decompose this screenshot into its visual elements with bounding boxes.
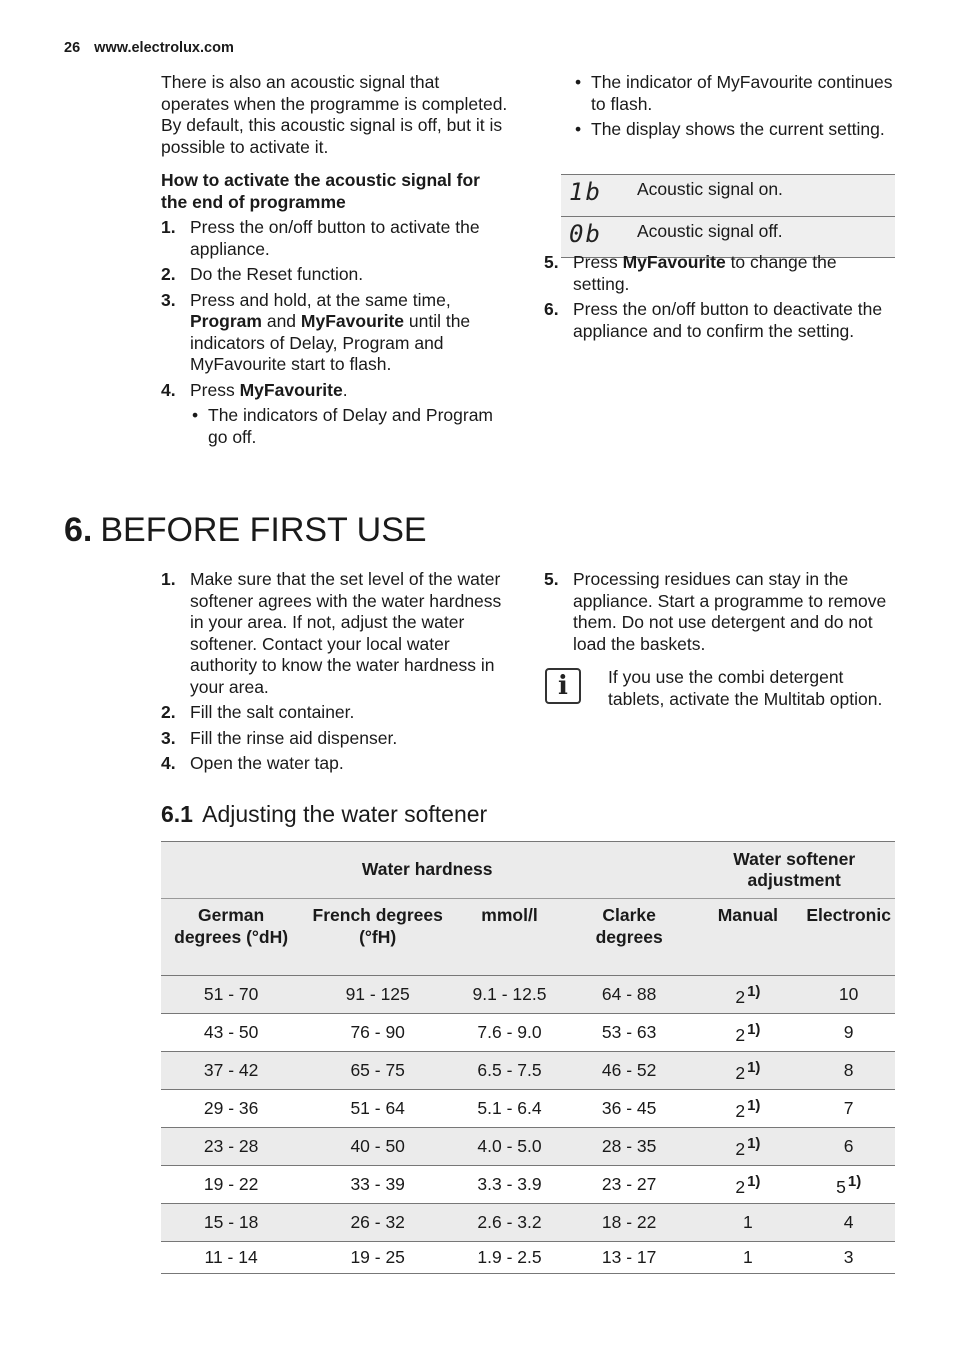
table-cell: 9.1 - 12.5 [454,976,565,1014]
table-cell: 46 - 52 [565,1052,694,1090]
table-cell: 4.0 - 5.0 [454,1128,565,1166]
table-cell: 29 - 36 [161,1090,301,1128]
table-row [161,1052,895,1090]
step-item: 2. Do the Reset function. [161,264,364,284]
table-cell: 43 - 50 [161,1014,301,1052]
table-row [161,1128,895,1166]
table-cell: 15 - 18 [161,1204,301,1242]
display-text: Acoustic signal on. [631,175,895,217]
section-title: 6. BEFORE FIRST USE [64,511,427,549]
display-codes-table [561,174,895,258]
table-cell: 9 [802,1014,895,1052]
table-cell: 2 $^{1)}$ [693,976,802,1014]
table-cell: 10 [802,976,895,1014]
table-cell: 37 - 42 [161,1052,301,1090]
table-row [161,976,895,1014]
table-cell: 2 $^{1)}$ [693,1166,802,1204]
table-cell: 7.6 - 9.0 [454,1014,565,1052]
info-icon: i [545,668,581,704]
display-row [561,175,895,217]
table-cell: 26 - 32 [301,1204,454,1242]
table-cell: 51 - 64 [301,1090,454,1128]
before-first-use-steps-right [544,569,895,659]
page-number: 26 [64,40,81,56]
table-cell: 2.6 - 3.2 [454,1204,565,1242]
step-item: 1. Press the on/off button to activate the appliance. [161,217,480,259]
step-item: 4. Open the water tap. [161,753,344,773]
right-steps [544,252,895,346]
right-column [555,72,895,145]
status-bullets [573,72,895,141]
footnote-mark: 1) [747,982,761,1000]
website-link[interactable]: www.electrolux.com [94,40,234,56]
footnote-mark: 1) [847,1172,862,1190]
table-cell: 18 - 22 [565,1204,694,1242]
table-cell: 6.5 - 7.5 [454,1052,565,1090]
table-cell: 19 - 22 [161,1166,301,1204]
table-cell: 53 - 63 [565,1014,694,1052]
step-item: 6. Press the on/off button to deactivate the appliance and to confirm the setting. [544,299,883,341]
table-cell: 2 $^{1)}$ [693,1052,802,1090]
group-header-hardness: Water hardness [161,842,693,899]
table-cell: 7 [802,1090,895,1128]
table-cell: 64 - 88 [565,976,694,1014]
table-cell: 28 - 35 [565,1128,694,1166]
intro-paragraph: There is also an acoustic signal that operates when the programme is completed. By default, this acoustic signal is off, but it is possible to activate it. [161,72,508,157]
table-cell: 13 - 17 [565,1242,694,1274]
table-cell: 1.9 - 2.5 [454,1242,565,1274]
step-item: 5. Processing residues can stay in the appliance. Start a programme to remove them. Do not use detergent and do not load the baskets. [544,569,887,654]
footnote-mark: 1) [747,1020,761,1038]
column-header: French degrees (°fH) [301,899,454,976]
column-header: German degrees (°dH) [161,899,301,976]
footnote-mark: 1) [747,1134,761,1152]
bullet-item: • The indicator of MyFavourite continues to flash. [573,72,895,115]
table-row [161,1204,895,1242]
water-hardness-table [161,841,895,1274]
table-cell: 3.3 - 3.9 [454,1166,565,1204]
table-row [161,1014,895,1052]
activation-steps [161,217,511,448]
page-header [64,38,234,60]
table-cell: 51 - 70 [161,976,301,1014]
table-cell: 3 [802,1242,895,1274]
subsection-title: 6.1 Adjusting the water softener [161,801,488,827]
footnote-mark: 1) [747,1172,761,1190]
info-note: If you use the combi detergent tablets, activate the Multitab option. [608,667,883,709]
display-code: 0b [569,219,602,248]
left-column [161,72,511,452]
group-header-adjustment: Water softener adjustment [693,842,895,899]
table-row [161,1242,895,1274]
table-cell: 23 - 28 [161,1128,301,1166]
subheading: How to activate the acoustic signal for the end of programme [161,170,480,212]
table-cell: 5 $^{1)}$ [802,1166,895,1204]
table-cell: 2 $^{1)}$ [693,1128,802,1166]
column-header: Clarke degrees [565,899,694,976]
table-cell: 2 $^{1)}$ [693,1014,802,1052]
step-item: 2. Fill the salt container. [161,702,355,722]
table-cell: 5.1 - 6.4 [454,1090,565,1128]
bullet-item: • The display shows the current setting. [573,119,895,141]
table-cell: 40 - 50 [301,1128,454,1166]
step-item: 5. Press MyFavourite to change the setting. [544,252,837,294]
table-cell: 8 [802,1052,895,1090]
bullet-item: • The indicators of Delay and Program go off. [190,405,511,448]
column-header: Manual [693,899,802,976]
display-text: Acoustic signal off. [631,216,895,258]
table-row [161,1166,895,1204]
table-cell: 76 - 90 [301,1014,454,1052]
table-cell: 23 - 27 [565,1166,694,1204]
column-header: Electronic [802,899,895,976]
table-cell: 1 [693,1204,802,1242]
table-cell: 1 [693,1242,802,1274]
step-item: 1. Make sure that the set level of the water softener agrees with the water hardness in your area. If not, adjust the water softener. Contact your local water authority to know the water hardness in your area. [161,569,502,697]
footnote-mark: 1) [747,1096,761,1114]
table-cell: 11 - 14 [161,1242,301,1274]
display-code: 1b [569,178,602,206]
footnote-mark: 1) [747,1058,761,1076]
table-cell: 2 $^{1)}$ [693,1090,802,1128]
table-cell: 91 - 125 [301,976,454,1014]
table-cell: 4 [802,1204,895,1242]
step-item: 3. Press and hold, at the same time, Program and MyFavourite until the indicators of Delay, Program and MyFavourite start to flash. [161,289,471,374]
table-cell: 36 - 45 [565,1090,694,1128]
table-cell: 19 - 25 [301,1242,454,1274]
step-item: 4. Press MyFavourite. • The indicators of Delay and Program go off. [161,380,511,449]
table-row [161,1090,895,1128]
table-cell: 6 [802,1128,895,1166]
table-cell: 65 - 75 [301,1052,454,1090]
column-header: mmol/l [454,899,565,976]
before-first-use-steps-left [161,569,511,779]
table-cell: 33 - 39 [301,1166,454,1204]
step-item: 3. Fill the rinse aid dispenser. [161,727,398,748]
